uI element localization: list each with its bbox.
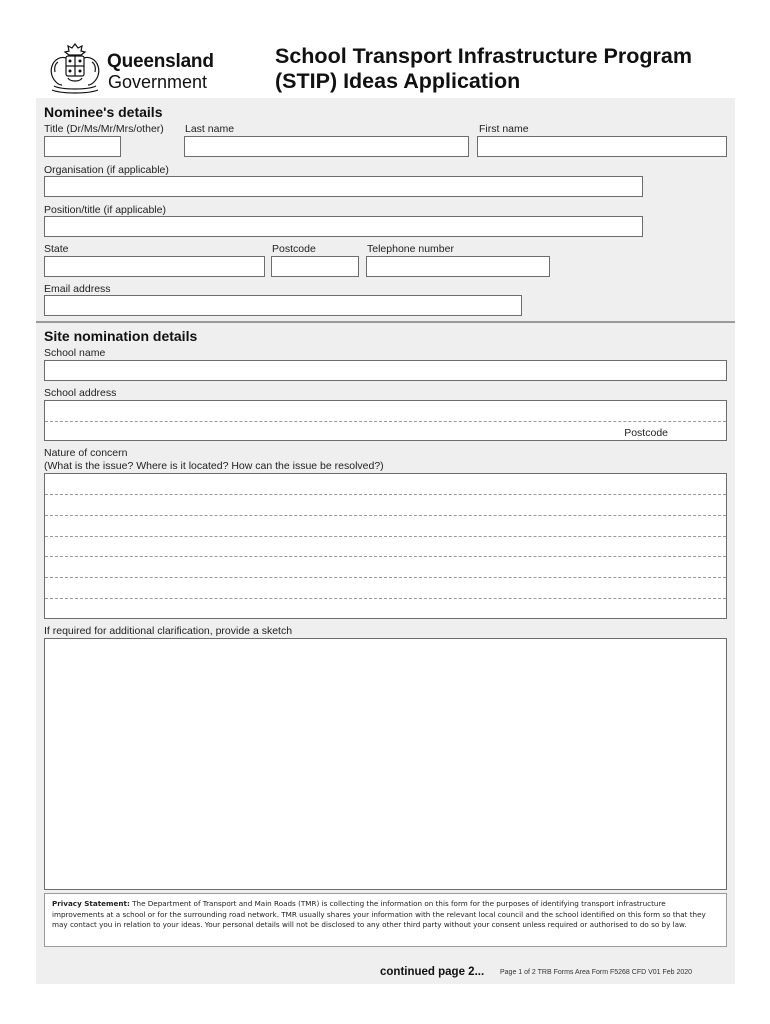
first-name-field[interactable] [477, 136, 727, 157]
first-name-label: First name [479, 123, 529, 135]
concern-field[interactable] [44, 473, 727, 619]
privacy-heading: Privacy Statement: [52, 899, 130, 908]
nominee-section-title: Nominee's details [44, 104, 163, 120]
address-line-divider [45, 421, 726, 422]
privacy-body: The Department of Transport and Main Roads (TMR) is collecting the information on this form for the purposes of identifying transport infrastructure improvements at a school or for the surrounding road network. TMR usually shares your information with the relevant local council and the school identified on this form so that they may contact you in relation to your ideas. Your personal details will not be disclosed to any other third party without your consent unless required or authorised to do so by law. [52, 899, 706, 929]
logo-text-queensland: Queensland [107, 51, 214, 72]
organisation-label: Organisation (if applicable) [44, 164, 169, 176]
form-title-line1: School Transport Infrastructure Program [275, 44, 692, 68]
sketch-label: If required for additional clarification, provide a sketch [44, 625, 293, 637]
concern-line [45, 536, 726, 537]
privacy-statement [44, 893, 727, 947]
telephone-label: Telephone number [367, 243, 454, 255]
title-field[interactable] [44, 136, 121, 157]
organisation-field[interactable] [44, 176, 643, 197]
email-label: Email address [44, 283, 111, 295]
state-label: State [44, 243, 69, 255]
school-address-label: School address [44, 387, 117, 399]
last-name-label: Last name [185, 123, 235, 135]
section-divider [36, 321, 735, 323]
concern-line [45, 577, 726, 578]
email-field[interactable] [44, 295, 522, 316]
state-field[interactable] [44, 256, 265, 277]
address-postcode-label: Postcode [624, 427, 668, 439]
school-address-field[interactable] [44, 400, 727, 441]
telephone-field[interactable] [366, 256, 550, 277]
school-name-field[interactable] [44, 360, 727, 381]
postcode-label: Postcode [272, 243, 316, 255]
form-title-line2: (STIP) Ideas Application [275, 69, 521, 93]
logo-text-government: Government [108, 72, 208, 92]
concern-label-line1: Nature of concern [44, 447, 128, 459]
school-name-label: School name [44, 347, 106, 359]
concern-line [45, 598, 726, 599]
concern-line [45, 494, 726, 495]
concern-label-line2: (What is the issue? Where is it located? How can the issue be resolved?) [44, 460, 384, 472]
position-field[interactable] [44, 216, 643, 237]
sketch-area[interactable] [44, 638, 727, 890]
form-title [275, 44, 692, 94]
coat-of-arms-icon [44, 40, 106, 96]
concern-line [45, 515, 726, 516]
title-label: Title (Dr/Ms/Mr/Mrs/other) [44, 123, 164, 135]
position-label: Position/title (if applicable) [44, 204, 166, 216]
postcode-field[interactable] [271, 256, 359, 277]
site-section-title: Site nomination details [44, 328, 198, 344]
last-name-field[interactable] [184, 136, 469, 157]
continued-text: continued page 2... [380, 966, 485, 978]
footer-meta: Page 1 of 2 TRB Forms Area Form F5268 CFD V01 Feb 2020 [500, 969, 693, 976]
concern-line [45, 556, 726, 557]
